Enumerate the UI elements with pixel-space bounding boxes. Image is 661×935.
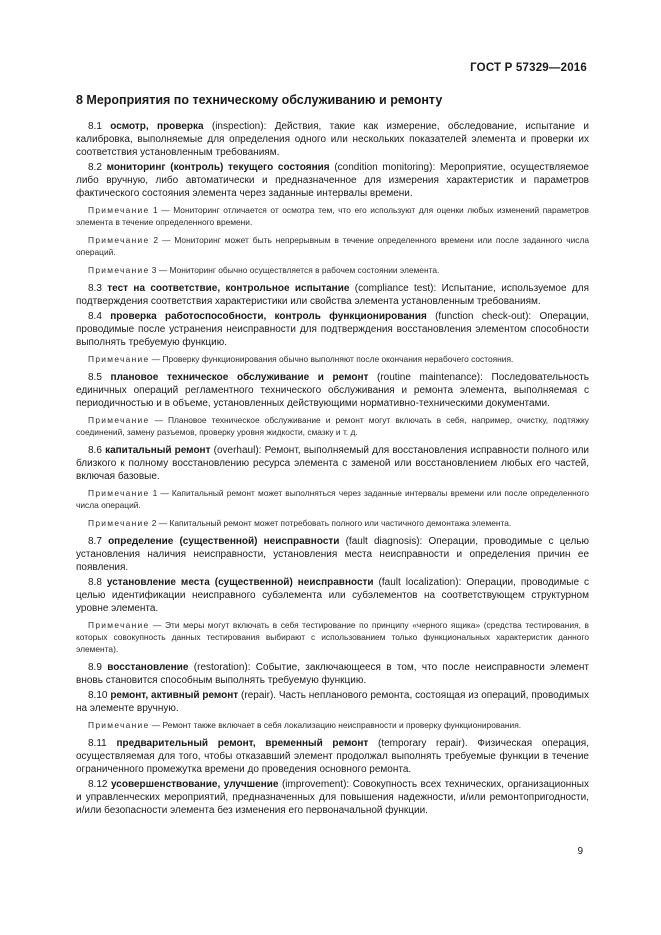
- note: Примечание 3 — Мониторинг обычно осуществляется в рабочем состоянии элемента.: [88, 265, 440, 275]
- section-content: [76, 120, 589, 819]
- term-paragraph: 8.10 ремонт, активный ремонт (repair). Часть непланового ремонта, состоящая из операций, проводимых на элементе вручную.: [76, 690, 589, 714]
- term-paragraph: 8.1 осмотр, проверка (inspection): Действия, такие как измерение, обследование, испытание и калибровка, выполняемые для определения одного или нескольких показателей элемента и проверки их соответствия установленным требованиям.: [76, 121, 590, 158]
- note: Примечание 2 — Мониторинг может быть непрерывным в течение определенного времени или после заданного числа операций.: [76, 235, 589, 257]
- note: Примечание — Ремонт также включает в себя локализацию неисправности и проверку функционирования.: [88, 720, 522, 730]
- note: Примечание — Проверку функционирования обычно выполняют после окончания нерабочего состояния.: [88, 354, 514, 364]
- term-paragraph: 8.3 тест на соответствие, контрольное испытание (compliance test): Испытание, используемое для подтверждения соответствия характеристики или свойства элемента установленным требованиям.: [76, 283, 589, 307]
- term-paragraph: 8.2 мониторинг (контроль) текущего состояния (condition monitoring): Мероприятие, осуществляемое либо вручную, либо автоматически и предназначенное для измерения характеристик и параметров фактического состояния элемента через заданные интервалы времени.: [76, 162, 589, 199]
- term-paragraph: 8.6 капитальный ремонт (overhaul): Ремонт, выполняемый для восстановления исправности полного или близкого к полному восстановлению ресурса элемента с заменой или восстановлением любых его частей, включая базовые.: [76, 445, 589, 482]
- term-paragraph: 8.7 определение (существенной) неисправности (fault diagnosis): Операции, проводимые с целью установления наличия неисправности, установления места неисправности и определения причин ее появления.: [76, 536, 589, 573]
- page-number: 9: [577, 846, 583, 857]
- term-paragraph: 8.12 усовершенствование, улучшение (improvement): Совокупность всех технических, организационных и управленческих мероприятий, предназначенных для повышения надежности, и/или ремонтопригодности, и/или безопасности элемента без изменения его первоначальной функции.: [76, 779, 589, 816]
- term-paragraph: 8.9 восстановление (restoration): Событие, заключающееся в том, что после неисправности элемент вновь становится способным выполнять требуемую функцию.: [76, 662, 590, 686]
- note: Примечание — Плановое техническое обслуживание и ремонт могут включать в себя, например, очистку, подтяжку соединений, замену разъемов, проверку уровня жидкости, смазку и т. д.: [76, 415, 589, 437]
- term-paragraph: 8.4 проверка работоспособности, контроль функционирования (function check-out): Операции, проводимые после устранения неисправности для подтверждения восстановления элементом способности выполнять требуемую функцию.: [76, 311, 590, 348]
- standard-code: ГОСТ Р 57329—2016: [470, 62, 587, 74]
- note: Примечание 2 — Капитальный ремонт может потребовать полного или частичного демонтажа элемента.: [88, 518, 512, 528]
- section-title: 8 Мероприятия по техническому обслуживанию и ремонту: [76, 93, 443, 107]
- note: Примечание 1 — Мониторинг отличается от осмотра тем, что его используют для оценки любых изменений параметров элемента в течение определенного времени.: [76, 205, 589, 227]
- note: Примечание 1 — Капитальный ремонт может выполняться через заданные интервалы времени или после определенного числа операций.: [76, 488, 589, 510]
- term-paragraph: 8.5 плановое техническое обслуживание и ремонт (routine maintenance): Последовательность единичных операций регламентного технического обслуживания и ремонта элемента, выполняемая с периодичностью и в объеме, установленных действующими нормативно-техническими документами.: [76, 372, 590, 409]
- term-paragraph: 8.11 предварительный ремонт, временный ремонт (temporary repair). Физическая операция, осуществляемая для того, чтобы отказавший элемент продолжал выполнять требуемые функции в течение ограниченного промежутка времени до проведения основного ремонта.: [76, 738, 589, 775]
- note: Примечание — Эти меры могут включать в себя тестирование по принципу «черного ящика» (средства тестирования, в которых совокупность данных тестирования выбирают с использованием только функциональных характеристик данного элемента).: [76, 620, 589, 654]
- term-paragraph: 8.8 установление места (существенной) неисправности (fault localization): Операции, проводимые с целью идентификации неисправного субэлемента или субэлементов на соответствующем структурном уровне элемента.: [76, 577, 589, 614]
